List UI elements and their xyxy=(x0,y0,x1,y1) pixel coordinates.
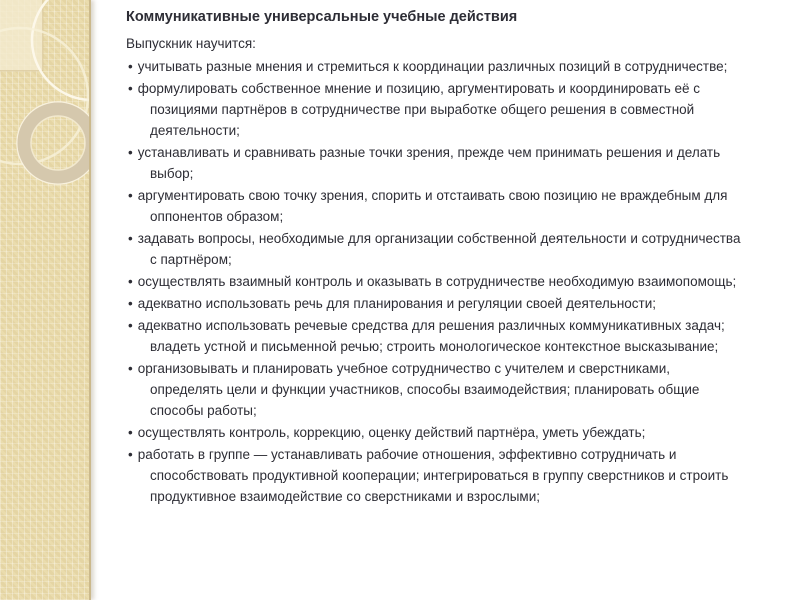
square-edge-bottom xyxy=(0,70,43,72)
bullet-item xyxy=(126,293,742,314)
bullet-marker: • xyxy=(128,59,133,74)
bullet-item xyxy=(126,358,742,421)
bullet-marker: • xyxy=(128,318,133,333)
bullet-text: устанавливать и сравнивать разные точки зрения, прежде чем принимать решения и делать выбор; xyxy=(137,145,721,181)
sidebar-circles-ornament xyxy=(0,0,91,600)
slide-content xyxy=(126,7,742,508)
bullet-text: работать в группе — устанавливать рабочие отношения, эффективно сотрудничать и способствовать продуктивной кооперации; интегрироваться в группу сверстников и строить продуктивное взаимодействие со сверстниками и взрослыми; xyxy=(137,447,729,504)
bullet-marker: • xyxy=(128,296,133,311)
bullet-text: формулировать собственное мнение и позицию, аргументировать и координировать её с позициями партнёров в сотрудничестве при выработке общего решения в совместной деятельности; xyxy=(137,81,701,138)
bullet-text: организовывать и планировать учебное сотрудничество с учителем и сверстниками, определять цели и функции участников, способы взаимодействия; планировать общие способы работы; xyxy=(137,361,700,418)
bullet-text: осуществлять контроль, коррекцию, оценку действий партнёра, уметь убеждать; xyxy=(137,425,646,440)
ring-inner-highlight xyxy=(31,116,85,170)
bullet-text: адекватно использовать речь для планирования и регуляции своей деятельности; xyxy=(137,296,657,311)
sidebar-decoration xyxy=(0,0,91,600)
bullet-marker: • xyxy=(128,361,133,376)
bullet-text: учитывать разные мнения и стремиться к координации различных позиций в сотрудничестве; xyxy=(137,59,728,74)
bullet-text: осуществлять взаимный контроль и оказывать в сотрудничестве необходимую взаимопомощь; xyxy=(137,274,737,289)
bullet-marker: • xyxy=(128,145,133,160)
square-edge-right xyxy=(42,0,44,71)
bullet-text: адекватно использовать речевые средства для решения различных коммуникативных задач; владеть устной и письменной речью; строить монологическое контекстное высказывание; xyxy=(137,318,725,354)
bullet-item xyxy=(126,271,742,292)
bullet-marker: • xyxy=(128,274,133,289)
subtitle: Выпускник научится: xyxy=(126,36,256,51)
bullet-item xyxy=(126,78,742,141)
bullet-marker: • xyxy=(128,188,133,203)
bullet-item xyxy=(126,444,742,507)
bullet-item xyxy=(126,56,742,77)
bullet-marker: • xyxy=(128,81,133,96)
bullet-item xyxy=(126,142,742,184)
bullet-marker: • xyxy=(128,447,133,462)
bullet-list xyxy=(126,56,742,507)
bullet-item xyxy=(126,315,742,357)
bullet-item xyxy=(126,185,742,227)
bullet-marker: • xyxy=(128,231,133,246)
page-title: Коммуникативные универсальные учебные действия xyxy=(126,9,518,25)
bullet-item xyxy=(126,422,742,443)
bullet-text: аргументировать свою точку зрения, спорить и отстаивать свою позицию не враждебным для оппонентов образом; xyxy=(137,188,728,224)
bullet-item xyxy=(126,228,742,270)
thick-ring xyxy=(24,109,91,177)
bullet-marker: • xyxy=(128,425,133,440)
bullet-text: задавать вопросы, необходимые для организации собственной деятельности и сотрудничества с партнёром; xyxy=(137,231,741,267)
